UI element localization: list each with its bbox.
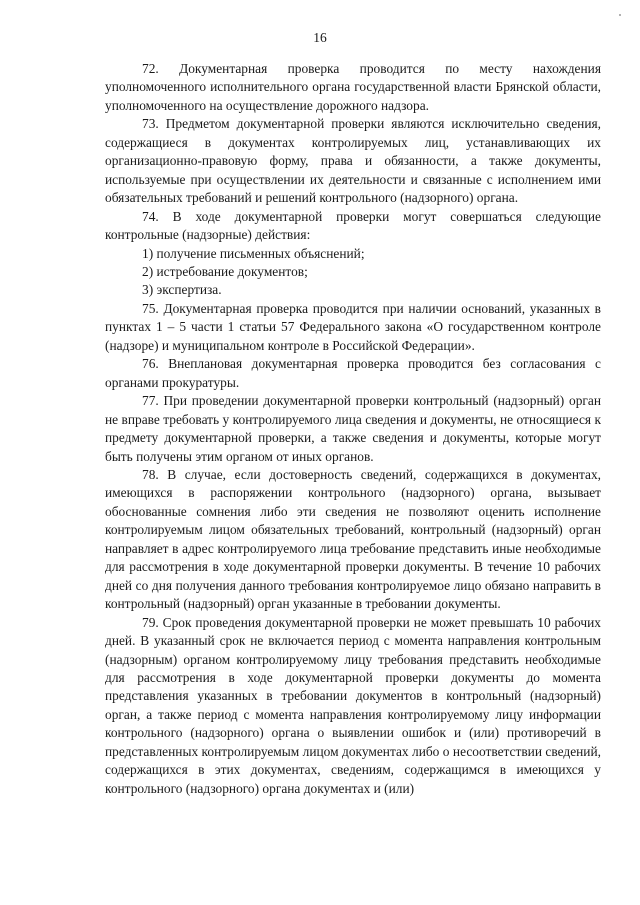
scan-artifact-dot — [619, 14, 621, 16]
paragraph-73: 73. Предметом документарной проверки являются исключительно сведения, содержащиеся в документах контролируемых лиц, устанавливающих их организационно-правовую форму, права и обязанности, а также документы, используемые при осуществлении их деятельности и связанные с исполнением ими обязательных требований и решений контрольного (надзорного) органа. — [105, 116, 601, 206]
list-item-1: 1) получение письменных объяснений; — [142, 245, 365, 261]
paragraph-78: 78. В случае, если достоверность сведений, содержащихся в документах, имеющихся в распоряжении контрольного (надзорного) органа, вызывает обоснованные сомнения либо эти сведения не позволяют оценить исполнение контролируемым лицом обязательных требований, контрольный (надзорный) орган направляет в адрес контролируемого лица требование представить иные необходимые для рассмотрения в ходе документарной проверки документы. В течение 10 рабочих дней со дня получения данного требования контролируемое лицо обязано направить в контрольный (надзорный) орган указанные в требовании документы. — [105, 466, 601, 612]
list-item-2: 2) истребование документов; — [142, 263, 308, 279]
page-number: 16 — [313, 30, 327, 45]
document-body — [105, 60, 601, 798]
paragraph-79: 79. Срок проведения документарной проверки не может превышать 10 рабочих дней. В указанный срок не включается период с момента направления контрольным (надзорным) органом контролируемому лицу требования представить необходимые для рассмотрения в ходе документарной проверки документы до момента представления указанных в требовании документов в контрольный (надзорный) орган, а также период с момента направления контролируемому лицу информации контрольного (надзорного) органа о выявлении ошибок и (или) противоречий в представленных контролируемым лицом документах либо о несоответствии сведений, содержащихся в этих документах, сведениям, содержащимся в имеющихся у контрольного (надзорного) органа документах и (или) — [105, 614, 601, 796]
paragraph-77: 77. При проведении документарной проверки контрольный (надзорный) орган не вправе требовать у контролируемого лица сведения и документы, не относящиеся к предмету документарной проверки, а также сведения и документы, которые могут быть получены этим органом от иных органов. — [105, 393, 601, 464]
list-item-3: 3) экспертиза. — [142, 282, 222, 298]
paragraph-76: 76. Внеплановая документарная проверка проводится без согласования с органами прокуратуры. — [105, 356, 601, 390]
paragraph-74: 74. В ходе документарной проверки могут совершаться следующие контрольные (надзорные) действия: — [105, 208, 601, 243]
paragraph-75: 75. Документарная проверка проводится при наличии оснований, указанных в пунктах 1 – 5 части 1 статьи 57 Федерального закона «О государственном контроле (надзоре) и муниципальном контроле в Российской Федерации». — [105, 300, 601, 353]
paragraph-72: 72. Документарная проверка проводится по месту нахождения уполномоченного исполнительного органа государственной власти Брянской области, уполномоченного на осуществление дорожного надзора. — [105, 61, 601, 113]
